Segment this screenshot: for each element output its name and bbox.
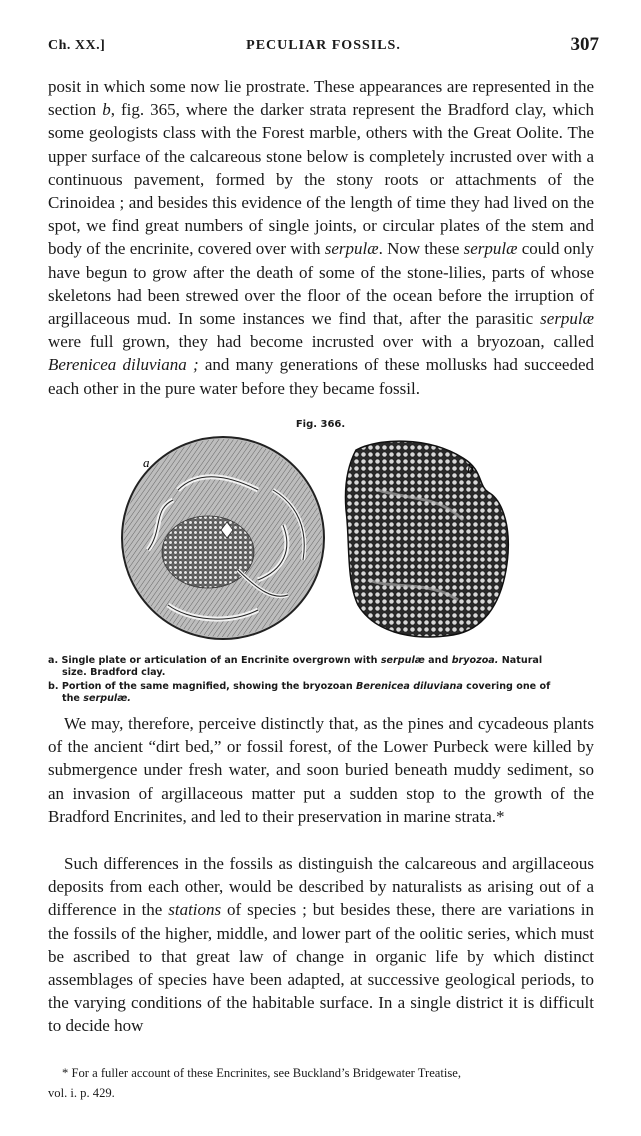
- caption-b-text: Portion of the same magnified, showing the bryozoan: [58, 681, 357, 692]
- caption-b-prefix: b.: [48, 681, 59, 692]
- paragraph-1-ref-b: b: [102, 100, 111, 120]
- paragraph-1-serpulae-3: serpulæ: [540, 309, 594, 329]
- paragraph-1-text-e: were full grown, they had become incrusted over with a bryozoan, called: [48, 332, 594, 352]
- paragraph-1-text-a: posit in which some now lie prostrate. These appearances are represented in the section: [48, 77, 594, 120]
- caption-b-covering: covering one of: [462, 681, 551, 692]
- footnote-line-1: * For a fuller account of these Encrinites, see Buckland’s Bridgewater Treatise,: [62, 1066, 462, 1080]
- caption-b: [48, 681, 600, 704]
- caption-a-prefix: a.: [48, 655, 59, 666]
- running-header: [48, 34, 599, 60]
- panel-a-encrinite-plate: [122, 437, 324, 639]
- paragraph-1-text-d: could only have begun to grow after the death of some of the stone-lilies, parts of whose skeletons had been strewed over the floor of the ocean before the irruption of argillaceous mud. In some instances we find that, after the parasitic: [48, 239, 595, 329]
- paragraph-1-serpulae-2: serpulæ: [463, 239, 518, 259]
- paragraph-1: [48, 75, 594, 400]
- paragraph-2: We may, therefore, perceive distinctly that, as the pines and cycadeous plants of the ancient “dirt bed,” or fossil forest, of the Lower Purbeck were killed by submergence under fresh water, and soon buried beneath muddy sediment, so an invasion of argillaceous matter put a sudden stop to the growth of the Bradford Encrinites, and led to their preservation in marine strata.*: [48, 714, 594, 826]
- footnote-line-2: vol. i. p. 429.: [48, 1086, 115, 1100]
- caption-a-line-2: size. Bradford clay.: [62, 666, 166, 678]
- paragraph-3-stations: stations: [168, 900, 222, 920]
- running-title: PECULIAR FOSSILS.: [246, 38, 401, 53]
- paragraph-1-text-c: . Now these: [378, 239, 464, 259]
- caption-a-serpulae: serpulæ: [380, 655, 425, 666]
- paragraph-1-text-f: and many generations of these mollusks had succeeded each other in the pure water before they became fossil.: [48, 355, 594, 398]
- caption-a-natural: Natural: [498, 655, 543, 666]
- paragraph-3: [48, 852, 594, 1038]
- caption-a-and: and: [424, 655, 452, 666]
- paragraph-1-serpulae-1: serpulæ: [324, 239, 379, 259]
- caption-b-serpulae: serpulæ.: [83, 692, 131, 704]
- footnote: [48, 1063, 600, 1103]
- panel-a-letter: a: [143, 455, 150, 470]
- caption-b-line-2-pre: the: [62, 692, 84, 704]
- chapter-label: Ch. XX.]: [48, 38, 106, 53]
- caption-a-text: Single plate or articulation of an Encrinite overgrown with: [58, 655, 381, 666]
- page-number: 307: [570, 34, 599, 55]
- caption-b-line-2: [48, 693, 600, 705]
- paragraph-3-text-b: of species ; but besides these, there are variations in the fossils of the higher, middle, and lower part of the oolitic series, which must be ascribed to that great law of change in organic life by which distinct assemblages of species have been adapted, at successive geological periods, to the varying conditions of the habitable surface. In a single district it is difficult to decide how: [48, 900, 594, 1036]
- panel-b-magnified-portion: [345, 441, 508, 637]
- caption-a-bryozoa: bryozoa.: [451, 655, 499, 666]
- panel-b-letter: b: [467, 461, 474, 476]
- caption-a: [48, 655, 600, 678]
- caption-b-berenicea: Berenicea diluviana: [356, 681, 463, 692]
- figure-label: Fig. 366.: [295, 419, 346, 430]
- figure-366-illustration: [108, 430, 628, 642]
- paragraph-3-text-a: Such differences in the fossils as distinguish the calcareous and argillaceous deposits from each other, would be described by naturalists as arising out of a difference in the: [48, 854, 594, 920]
- paragraph-1-berenicea: Berenicea diluviana ;: [48, 355, 199, 375]
- paragraph-1-text-b: , fig. 365, where the darker strata represent the Bradford clay, which some geologists class with the Forest marble, others with the Great Oolite. The upper surface of the calcareous stone below is completely incrusted over with a continuous pavement, formed by the stony roots or attachments of the Crinoidea ; and besides this evidence of the length of time they had lived on the spot, we find great numbers of single joints, or circular plates of the stem and body of the encrinite, covered over with: [48, 100, 594, 259]
